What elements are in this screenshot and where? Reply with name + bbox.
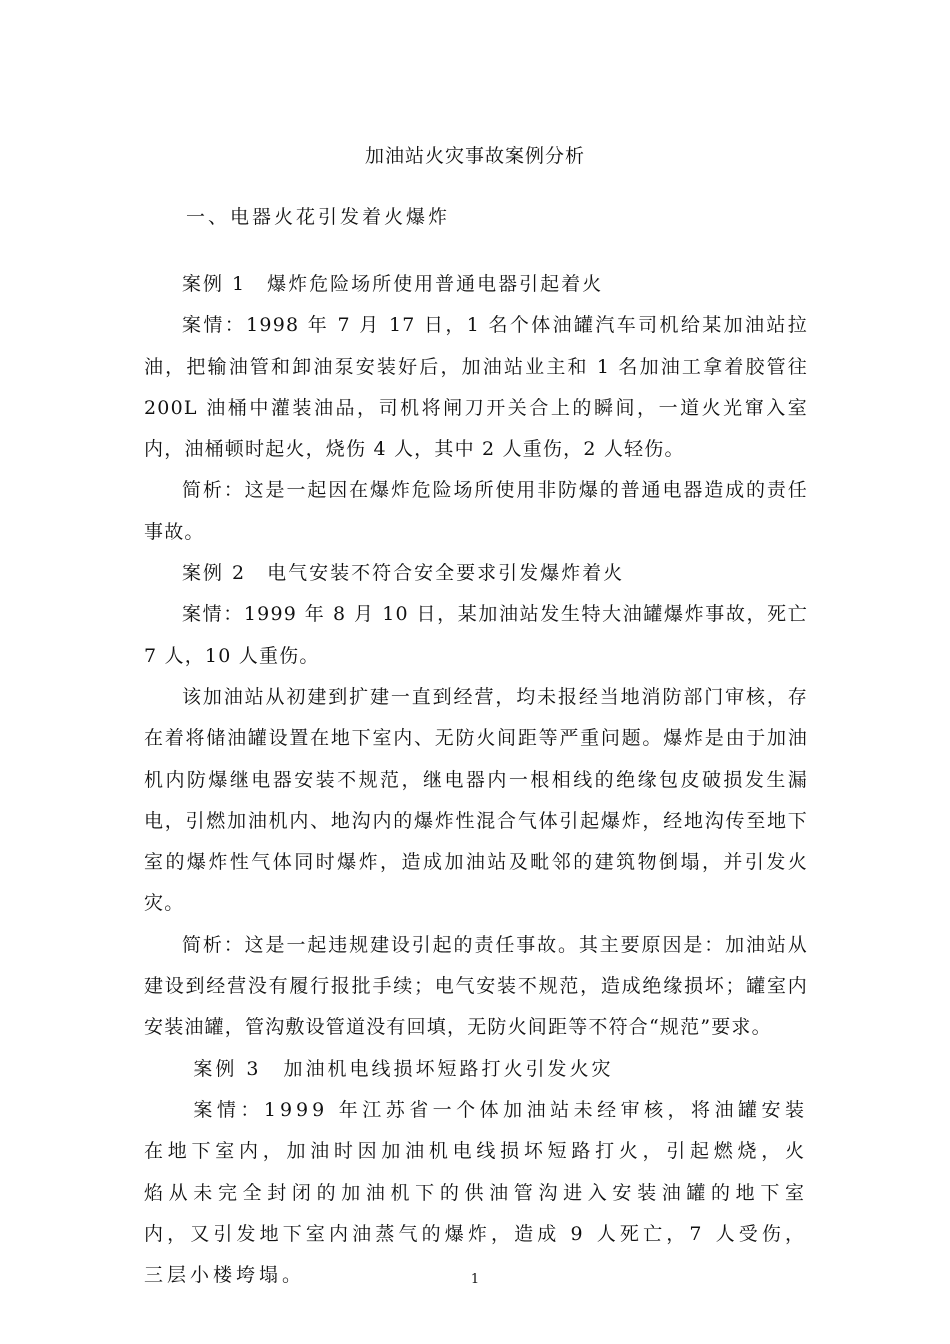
section-heading: 一、电器火花引发着火爆炸	[186, 206, 451, 228]
document-title: 加油站火灾事故案例分析	[364, 145, 585, 167]
case-1-analysis: 简析：这是一起因在爆炸危险场所使用非防爆的普通电器造成的责任事故。	[144, 479, 808, 543]
case-1-details: 案情：1998 年 7 月 17 日，1 名个体油罐汽车司机给某加油站拉油，把输油管和卸油泵安装好后，加油站业主和 1 名加油工拿着胶管往 200L 油桶中灌装油品，司机将闸刀开关合上的瞬间，一道火光窜入室内，油桶顿时起火，烧伤 4 人，其中 2 人重伤，2 人轻伤。	[144, 314, 808, 461]
case-2-details: 案情：1999 年 8 月 10 日，某加油站发生特大油罐爆炸事故，死亡 7 人，10 人重伤。	[144, 603, 808, 667]
case-3-title: 案例 3 加油机电线损坏短路打火引发火灾	[193, 1057, 614, 1080]
document-body	[144, 264, 808, 1296]
case-1-title: 案例 1 爆炸危险场所使用普通电器引起着火	[182, 273, 604, 295]
case-2-title: 案例 2 电气安装不符合安全要求引发爆炸着火	[182, 562, 625, 585]
case-3-details: 案情：1999 年江苏省一个体加油站未经审核，将油罐安装在地下室内，加油时因加油机电线损坏短路打火，引起燃烧，火焰从未完全封闭的加油机下的供油管沟进入安装油罐的地下室内，又引发地下室内油蒸气的爆炸，造成 9 人死亡，7 人受伤，三层小楼垮塌。	[144, 1098, 808, 1287]
case-2-background: 该加油站从初建到扩建一直到经营，均未报经当地消防部门审核，存在着将储油罐设置在地下室内、无防火间距等严重问题。爆炸是由于加油机内防爆继电器安装不规范，继电器内一根相线的绝缘包皮破损发生漏电，引燃加油机内、地沟内的爆炸性混合气体引起爆炸，经地沟传至地下室的爆炸性气体同时爆炸，造成加油站及毗邻的建筑物倒塌，并引发火灾。	[144, 685, 808, 915]
case-2-analysis: 简析：这是一起违规建设引起的责任事故。其主要原因是：加油站从建设到经营没有履行报批手续；电气安装不规范，造成绝缘损坏；罐室内安装油罐，管沟敷设管道没有回填，无防火间距等不符合“规范”要求。	[144, 933, 808, 1039]
page-number: 1	[470, 1272, 480, 1287]
